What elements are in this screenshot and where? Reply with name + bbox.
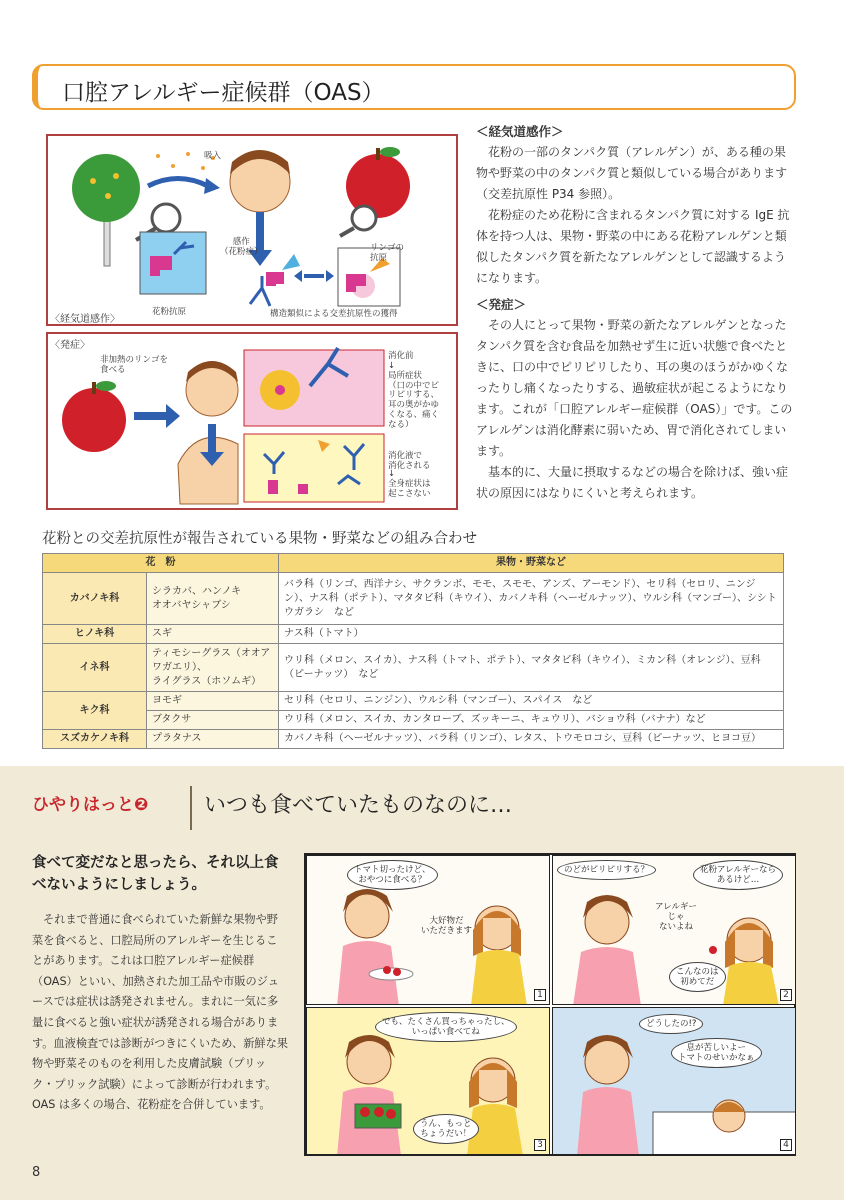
page-number: 8 (32, 1165, 41, 1180)
speech-bubble: どうしたの!? (639, 1014, 703, 1034)
para-1: 花粉の一部のタンパク質（アレルゲン）が、ある種の果物や野菜の中のタンパク質と類似している場合があります（交差抗原性 P34 参照）。 (476, 145, 788, 201)
comic-panel-1 (306, 855, 550, 1005)
table-row (43, 573, 784, 625)
heading-onset: ＜発症＞ (476, 297, 527, 312)
speech-bubble: トマト切ったけど、 おやつに食べる？ (347, 860, 438, 890)
speech-bubble: うん、もっと ちょうだい！ (413, 1114, 479, 1144)
explanation-column (476, 122, 794, 504)
thought-bubble: アレルギー じゃ ないよね (655, 902, 697, 932)
family-cell: カバノキ科 (43, 573, 147, 625)
food-cell: ウリ科（メロン、スイカ、カンタローブ、ズッキーニ、キュウリ）、バショウ科（バナナ）など (279, 711, 784, 730)
speech-bubble: こんなのは 初めてだ (669, 962, 726, 992)
page-title: 口腔アレルギー症候群（OAS） (62, 80, 385, 106)
pollen-cell: ティモシーグラス（オオアワガエリ）、 ライグラス（ホソムギ） (147, 644, 279, 692)
table-row (43, 692, 784, 711)
hiyari-body: それまで普通に食べられていた新鮮な果物や野菜を食べると、口腔局所のアレルギーを生じることがあります。これは口腔アレルギー症候群（OAS）といい、加熱された加工品や市販のジュースでは症状は誘発されません。まれに一気に多量に食べると強い症状が誘発される場合があります。血液検査では診断がつきにくいため、新鮮な果物や野菜そのものを利用した皮膚試験（プリック・プリック試験）によって診断が行われます。OAS は多くの場合、花粉症を合併しています。 (32, 913, 288, 1112)
food-cell: ウリ科（メロン、スイカ）、ナス科（トマト、ポテト）、マタタビ科（キウイ）、ミカン科（オレンジ）、豆科（ピーナッツ） など (279, 644, 784, 692)
panel-number: 2 (780, 989, 792, 1001)
food-cell: セリ科（セロリ、ニンジン）、ウルシ科（マンゴー）、スパイス など (279, 692, 784, 711)
comic-strip (304, 853, 796, 1156)
label-before: 消化前 (388, 351, 414, 361)
label-systemic: ↓ 全身症状は 起こさない (388, 469, 431, 499)
family-cell: ヒノキ科 (43, 625, 147, 644)
comic-panel-2 (552, 855, 796, 1005)
pollen-cell: ブタクサ (147, 711, 279, 730)
figure-sensitization (46, 134, 458, 326)
pollen-cell: プラタナス (147, 730, 279, 749)
header-food: 果物・野菜など (279, 554, 784, 573)
hiyari-label: ひやりはっと❷ (32, 795, 149, 815)
table-row (43, 644, 784, 692)
divider (190, 786, 192, 830)
table-row (43, 711, 784, 730)
para-3: その人にとって果物・野菜の新たなアレルゲンとなったタンパク質を含む食品を加熱せず生に近い状態で食べたときに、口の中でピリピリしたり、耳の奥のほうがかゆくなったりし痛くなったりする、過敏症状が起こるようになります。これが「口腔アレルギー症候群（OAS）」です。このアレルゲンは消化酵素に弱いため、胃で消化されてしまいます。 (476, 318, 793, 458)
label-raw-apple: 非加熱のリンゴを 食べる (100, 355, 169, 375)
label-sensitize: 感作 （花粉症） (220, 237, 263, 257)
label-apple-antigen: リンゴの 抗原 (370, 243, 405, 263)
header-pollen: 花 粉 (43, 554, 279, 573)
label-cross: 構造類似による交差抗原性の獲得 (270, 309, 398, 319)
sensitization-illustration (48, 136, 456, 324)
speech-bubble: 息が苦しいよー トマトのせいかなぁ (671, 1038, 762, 1068)
para-4: 基本的に、大量に摂取するなどの場合を除けば、強い症状の原因にはなりにくいと考えられます。 (476, 465, 789, 500)
food-cell: バラ科（リンゴ、西洋ナシ、サクランボ、モモ、スモモ、アンズ、アーモンド）、セリ科（セロリ、ニンジン）、ナス科（ポテト）、マタタビ科（キウイ）、カバノキ科（ヘーゼルナッツ）、ウルシ科（マンゴー）、シシトウガラシ など (279, 573, 784, 625)
comic-panel-4 (552, 1007, 796, 1155)
panel-number: 3 (534, 1139, 546, 1151)
food-cell: ナス科（トマト） (279, 625, 784, 644)
table-title: 花粉との交差抗原性が報告されている果物・野菜などの組み合わせ (42, 531, 477, 547)
pollen-cell: シラカバ、ハンノキ オオバヤシャブシ (147, 573, 279, 625)
family-cell: キク科 (43, 692, 147, 730)
family-cell: イネ科 (43, 644, 147, 692)
label-local: ↓ 局所症状 （口の中でピ リピリする、 耳の奥がかゆ くなる、痛く なる） (388, 361, 440, 430)
title-box (32, 64, 796, 110)
figure-caption: 〈発症〉 (50, 340, 90, 351)
figure-caption: 〈経気道感作〉 (50, 314, 120, 325)
pollen-cell: ヨモギ (147, 692, 279, 711)
speech-bubble: でも、たくさん買っちゃったし、 いっぱい食べてね (375, 1012, 517, 1042)
comic-panel-3 (306, 1007, 550, 1155)
cross-reactivity-table (42, 553, 784, 749)
speech-bubble: 大好物だ いただきます (421, 916, 473, 936)
label-inhale: 吸入 (204, 151, 222, 161)
label-pollen-antigen: 花粉抗原 (152, 307, 187, 317)
food-cell: カバノキ科（ヘーゼルナッツ）、バラ科（リンゴ）、レタス、トウモロコシ、豆科（ピーナッツ、ヒヨコ豆） (279, 730, 784, 749)
label-digested: 消化液で 消化される (388, 451, 431, 471)
hiyari-lead: 食べて変だなと思ったら、それ以上食べないようにしましょう。 (32, 855, 279, 893)
heading-sensitization: ＜経気道感作＞ (476, 124, 564, 139)
table-row (43, 625, 784, 644)
table-row (43, 730, 784, 749)
panel-number: 1 (534, 989, 546, 1001)
para-2: 花粉症のため花粉に含まれるタンパク質に対する IgE 抗体を持つ人は、果物・野菜の中にある花粉アレルゲンと類似したタンパク質を新たなアレルゲンとして認識するようになります。 (476, 208, 790, 285)
table-header-row (43, 554, 784, 573)
speech-bubble: のどがピリピリする？ (557, 860, 656, 880)
speech-bubble: 花粉アレルギーなら あるけど… (693, 860, 783, 890)
pollen-cell: スギ (147, 625, 279, 644)
panel-number: 4 (780, 1139, 792, 1151)
figure-onset (46, 332, 458, 510)
hiyari-title: いつも食べていたものなのに… (204, 793, 513, 818)
family-cell: スズカケノキ科 (43, 730, 147, 749)
